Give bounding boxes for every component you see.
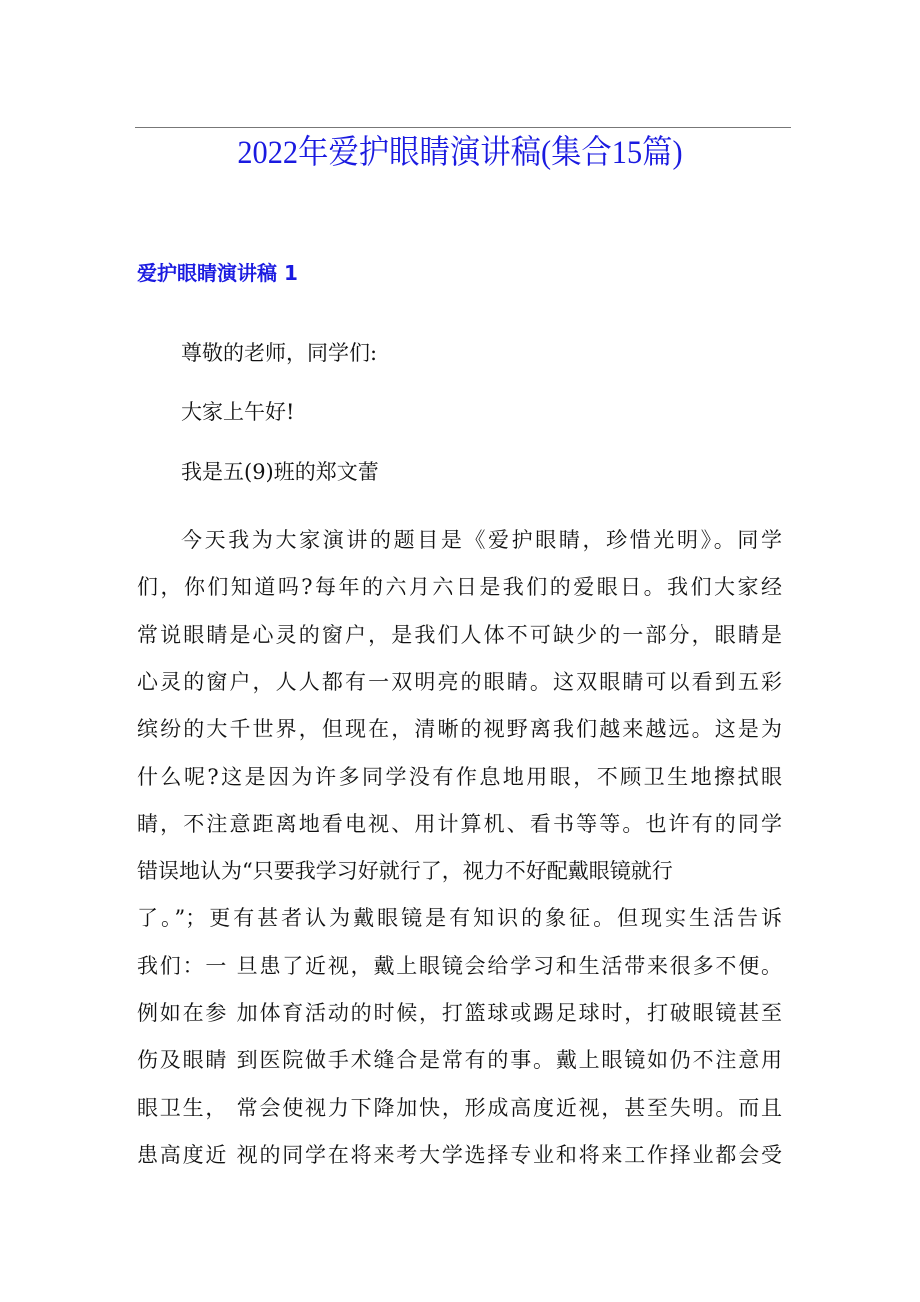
paragraph-line: 眼卫生， 常会使视力下降加快，形成高度近视，甚至失明。而且 [137,1095,782,1120]
paragraph-line: 什么呢?这是因为许多同学没有作息地用眼，不顾卫生地擦拭眼 [137,764,782,789]
paragraph-line: 今天我为大家演讲的题目是《爱护眼睛，珍惜光明》。同学 [181,528,782,552]
section-heading: 爱护眼睛演讲稿 1 [137,261,298,285]
paragraph-line: 错误地认为“只要我学习好就行了，视力不好配戴眼镜就行 [137,859,673,884]
paragraph-line: 睛，不注意距离地看电视、用计算机、看书等等。也许有的同学 [137,811,782,836]
paragraph-line: 们，你们知道吗?每年的六月六日是我们的爱眼日。我们大家经 [137,575,782,600]
paragraph-line: 了。”；更有甚者认为戴眼镜是有知识的象征。但现实生活告诉 [137,906,782,931]
paragraph-line: 心灵的窗户，人人都有一双明亮的眼睛。这双眼睛可以看到五彩 [137,669,782,694]
intro-line: 我是五(9)班的郑文蕾 [181,460,379,484]
title-rule [135,127,791,128]
salutation: 尊敬的老师，同学们: [181,341,378,365]
paragraph-line: 我们：一 旦患了近视，戴上眼镜会给学习和生活带来很多不便。 [137,953,782,978]
paragraph-line: 患高度近 视的同学在将来考大学选择专业和将来工作择业都会受 [137,1142,782,1167]
greeting: 大家上午好! [181,400,295,424]
document-title: 2022年爱护眼睛演讲稿(集合15篇) [237,135,683,171]
paragraph-line: 例如在参 加体育活动的时候，打篮球或踢足球时，打破眼镜甚至 [137,1001,782,1025]
paragraph-line: 伤及眼睛 到医院做手术缝合是常有的事。戴上眼镜如仍不注意用 [137,1048,782,1073]
paragraph-line: 常说眼睛是心灵的窗户，是我们人体不可缺少的一部分，眼睛是 [137,622,782,647]
paragraph-line: 缤纷的大千世界，但现在，清晰的视野离我们越来越远。这是为 [137,717,782,742]
